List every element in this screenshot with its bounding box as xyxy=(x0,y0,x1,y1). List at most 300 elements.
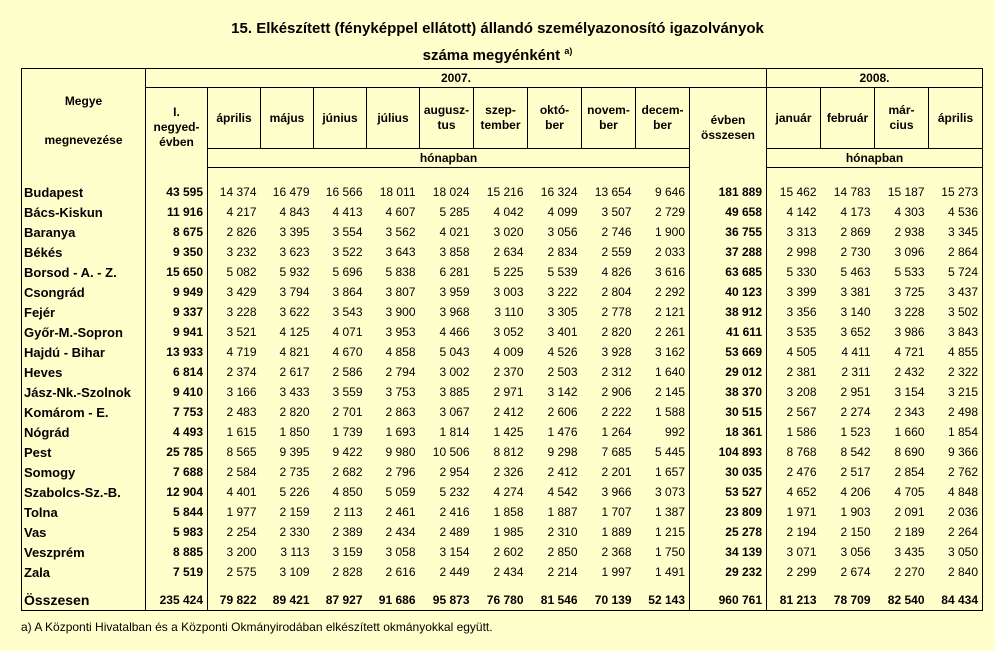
value-cell: 3 200 xyxy=(226,545,257,559)
value-cell: 3 623 xyxy=(279,245,310,259)
month-2007-header-4 xyxy=(367,88,420,149)
county-name: Zala xyxy=(22,562,146,582)
spacer-cell xyxy=(22,168,146,183)
value-cell: 2 804 xyxy=(601,285,632,299)
value-cell: 4 536 xyxy=(929,202,983,222)
spacer-cell xyxy=(636,582,690,590)
month-2008-header-3 xyxy=(875,88,929,149)
total-row xyxy=(22,590,983,611)
month-2007-header-6 xyxy=(474,88,528,149)
value-cell: 2 368 xyxy=(601,545,632,559)
value-cell: 2 682 xyxy=(332,465,363,479)
value-cell: 1 476 xyxy=(547,425,578,439)
value-cell: 76 780 xyxy=(474,590,528,611)
value-cell: 1 814 xyxy=(439,425,470,439)
value-cell: 3 864 xyxy=(332,285,363,299)
value-cell: 3 753 xyxy=(385,385,416,399)
county-name: Komárom - E. xyxy=(22,402,146,422)
value-cell: 3 071 xyxy=(786,545,817,559)
value-cell: 15 216 xyxy=(486,185,524,199)
value-cell: 2 575 xyxy=(226,565,257,579)
value-cell: 3 142 xyxy=(547,385,578,399)
value-cell: 2 864 xyxy=(929,242,983,262)
county-name: Nógrád xyxy=(22,422,146,442)
value-cell: 4 466 xyxy=(439,325,470,339)
value-cell: 235 424 xyxy=(146,590,208,611)
value-cell: 3 966 xyxy=(601,485,632,499)
value-cell: 2 432 xyxy=(894,365,925,379)
value-cell: 1 750 xyxy=(636,542,690,562)
value-cell: 29 012 xyxy=(690,362,767,382)
value-cell: 3 959 xyxy=(439,285,470,299)
value-cell: 4 705 xyxy=(894,485,925,499)
value-cell: 14 783 xyxy=(833,185,871,199)
value-cell: 3 437 xyxy=(929,282,983,302)
value-cell: 5 463 xyxy=(840,265,871,279)
value-cell: 2 261 xyxy=(636,322,690,342)
value-cell: 2 222 xyxy=(601,405,632,419)
value-cell: 2 954 xyxy=(439,465,470,479)
value-cell: 3 058 xyxy=(385,545,416,559)
value-cell: 5 330 xyxy=(786,265,817,279)
value-cell: 5 232 xyxy=(439,485,470,499)
value-cell: 13 654 xyxy=(594,185,632,199)
value-cell: 2 517 xyxy=(840,465,871,479)
value-cell: 7 688 xyxy=(146,462,208,482)
value-cell: 81 546 xyxy=(528,590,582,611)
table-row xyxy=(22,182,983,202)
value-cell: 2 567 xyxy=(786,405,817,419)
value-cell: 4 493 xyxy=(146,422,208,442)
value-cell: 2 906 xyxy=(601,385,632,399)
value-cell: 2 330 xyxy=(279,525,310,539)
year-2007-header: 2007. xyxy=(146,69,767,88)
value-cell: 2 820 xyxy=(279,405,310,419)
value-cell: 2 194 xyxy=(786,525,817,539)
value-cell: 8 768 xyxy=(786,445,817,459)
table-row xyxy=(22,382,983,402)
value-cell: 2 150 xyxy=(840,525,871,539)
value-cell: 2 796 xyxy=(385,465,416,479)
table-row xyxy=(22,422,983,442)
value-cell: 3 110 xyxy=(494,305,524,319)
value-cell: 4 821 xyxy=(279,345,310,359)
value-cell: 3 399 xyxy=(786,285,817,299)
year-2008-header: 2008. xyxy=(767,69,983,88)
county-name: Csongrád xyxy=(22,282,146,302)
value-cell: 2 834 xyxy=(547,245,578,259)
value-cell: 2 998 xyxy=(786,245,817,259)
value-cell: 4 401 xyxy=(226,485,257,499)
value-cell: 7 753 xyxy=(146,402,208,422)
value-cell: 2 449 xyxy=(439,565,470,579)
value-cell: 3 073 xyxy=(636,482,690,502)
table-row xyxy=(22,542,983,562)
spacer-cell xyxy=(690,168,767,183)
month-2008-header-3-line: cius xyxy=(889,118,914,132)
value-cell: 4 652 xyxy=(786,485,817,499)
value-cell: 2 854 xyxy=(894,465,925,479)
value-cell: 3 222 xyxy=(547,285,578,299)
month-2007-header-7 xyxy=(528,88,582,149)
county-name: Heves xyxy=(22,362,146,382)
month-2007-header-9-line: ber xyxy=(653,118,672,132)
table-row xyxy=(22,462,983,482)
value-cell: 3 140 xyxy=(840,305,871,319)
value-cell: 12 904 xyxy=(146,482,208,502)
value-cell: 4 413 xyxy=(332,205,363,219)
spacer-cell xyxy=(929,168,983,183)
table-row xyxy=(22,442,983,462)
spacer-cell xyxy=(875,582,929,590)
value-cell: 3 113 xyxy=(280,545,310,559)
value-cell: 3 020 xyxy=(493,225,524,239)
value-cell: 2 794 xyxy=(385,365,416,379)
month-2007-header-8-line: novem- xyxy=(587,103,630,117)
month-2008-header-1-line: január xyxy=(775,110,812,125)
county-name: Bács-Kiskun xyxy=(22,202,146,222)
spacer-cell xyxy=(146,582,208,590)
table-row xyxy=(22,402,983,422)
value-cell: 4 858 xyxy=(385,345,416,359)
value-cell: 5 445 xyxy=(636,442,690,462)
value-cell: 3 622 xyxy=(279,305,310,319)
value-cell: 1 887 xyxy=(547,505,578,519)
value-cell: 3 554 xyxy=(332,225,363,239)
value-cell: 2 498 xyxy=(929,402,983,422)
footnote: a) A Központi Hivatalban és a Központi Okmányirodában elkészített okmányokkal együtt. xyxy=(21,620,493,634)
value-cell: 5 059 xyxy=(385,485,416,499)
table-row xyxy=(22,222,983,242)
value-cell: 3 502 xyxy=(929,302,983,322)
county-statistics-table xyxy=(21,68,983,611)
value-cell: 3 562 xyxy=(385,225,416,239)
county-name: Fejér xyxy=(22,302,146,322)
value-cell: 2 863 xyxy=(385,405,416,419)
value-cell: 18 024 xyxy=(432,185,470,199)
spacer-cell xyxy=(261,582,314,590)
title-footnote-mark: a) xyxy=(564,46,573,56)
spacer-cell xyxy=(420,168,474,183)
county-name: Békés xyxy=(22,242,146,262)
value-cell: 2 292 xyxy=(636,282,690,302)
spacer-cell xyxy=(821,582,875,590)
value-cell: 4 855 xyxy=(929,342,983,362)
value-cell: 2 586 xyxy=(332,365,363,379)
spacer-cell xyxy=(208,582,261,590)
value-cell: 1 985 xyxy=(493,525,524,539)
value-cell: 37 288 xyxy=(690,242,767,262)
value-cell: 4 042 xyxy=(493,205,524,219)
value-cell: 4 303 xyxy=(894,205,925,219)
value-cell: 14 374 xyxy=(219,185,257,199)
title-line-1: 15. Elkészített (fényképpel ellátott) állandó személyazonosító igazolványok xyxy=(231,20,764,37)
title-line-2 xyxy=(0,40,995,67)
value-cell: 84 434 xyxy=(929,590,983,611)
value-cell: 15 187 xyxy=(887,185,925,199)
value-cell: 2 370 xyxy=(493,365,524,379)
value-cell: 3 228 xyxy=(894,305,925,319)
value-cell: 8 542 xyxy=(840,445,871,459)
value-cell: 4 009 xyxy=(493,345,524,359)
value-cell: 2 746 xyxy=(601,225,632,239)
value-cell: 3 067 xyxy=(439,405,470,419)
value-cell: 5 285 xyxy=(439,205,470,219)
month-2008-header-2 xyxy=(821,88,875,149)
value-cell: 3 725 xyxy=(894,285,925,299)
value-cell: 8 885 xyxy=(146,542,208,562)
value-cell: 9 949 xyxy=(146,282,208,302)
value-cell: 5 932 xyxy=(279,265,310,279)
value-cell: 4 021 xyxy=(439,225,470,239)
value-cell: 2 264 xyxy=(929,522,983,542)
value-cell: 53 669 xyxy=(690,342,767,362)
annual-total-header xyxy=(690,88,767,168)
value-cell: 3 843 xyxy=(929,322,983,342)
value-cell: 2 113 xyxy=(333,505,363,519)
q1-header-line: I. xyxy=(173,105,180,120)
value-cell: 3 807 xyxy=(385,285,416,299)
q1-header-line: negyed- xyxy=(153,120,200,135)
value-cell: 3 056 xyxy=(840,545,871,559)
value-cell: 36 755 xyxy=(690,222,767,242)
value-cell: 3 109 xyxy=(279,565,310,579)
value-cell: 6 814 xyxy=(146,362,208,382)
value-cell: 82 540 xyxy=(875,590,929,611)
value-cell: 1 425 xyxy=(493,425,524,439)
value-cell: 7 519 xyxy=(146,562,208,582)
county-name: Borsod - A. - Z. xyxy=(22,262,146,282)
value-cell: 4 274 xyxy=(493,485,524,499)
table-row xyxy=(22,262,983,282)
spacer-cell xyxy=(367,168,420,183)
value-cell: 3 643 xyxy=(385,245,416,259)
annual-total-header-line: összesen xyxy=(700,127,756,142)
value-cell: 4 607 xyxy=(385,205,416,219)
value-cell: 16 566 xyxy=(325,185,363,199)
value-cell: 3 056 xyxy=(547,225,578,239)
month-2007-header-5 xyxy=(420,88,474,149)
month-2008-header-4 xyxy=(929,88,983,149)
value-cell: 10 506 xyxy=(432,445,470,459)
value-cell: 2 412 xyxy=(547,465,578,479)
value-cell: 3 228 xyxy=(226,305,257,319)
spacer-row xyxy=(22,168,983,183)
value-cell: 1 588 xyxy=(636,402,690,422)
value-cell: 3 928 xyxy=(601,345,632,359)
spacer-cell xyxy=(474,582,528,590)
county-name: Jász-Nk.-Szolnok xyxy=(22,382,146,402)
spacer-row xyxy=(22,582,983,590)
value-cell: 3 356 xyxy=(786,305,817,319)
value-cell: 41 611 xyxy=(690,322,767,342)
value-cell: 4 142 xyxy=(786,205,817,219)
value-cell: 2 311 xyxy=(841,365,871,379)
month-2007-header-5-line: augusz- xyxy=(423,103,470,117)
county-name: Összesen xyxy=(22,590,146,611)
value-cell: 3 401 xyxy=(547,325,578,339)
month-2008-header-4-line: április xyxy=(937,110,974,125)
value-cell: 1 900 xyxy=(636,222,690,242)
value-cell: 2 121 xyxy=(636,302,690,322)
value-cell: 4 721 xyxy=(894,345,925,359)
spacer-cell xyxy=(22,582,146,590)
value-cell: 43 595 xyxy=(146,182,208,202)
value-cell: 2 254 xyxy=(226,525,257,539)
value-cell: 2 729 xyxy=(636,202,690,222)
value-cell: 53 527 xyxy=(690,482,767,502)
value-cell: 2 374 xyxy=(226,365,257,379)
value-cell: 30 515 xyxy=(690,402,767,422)
spacer-cell xyxy=(528,168,582,183)
value-cell: 2 389 xyxy=(332,525,363,539)
value-cell: 8 675 xyxy=(146,222,208,242)
value-cell: 25 278 xyxy=(690,522,767,542)
table-row xyxy=(22,202,983,222)
value-cell: 5 082 xyxy=(226,265,257,279)
value-cell: 1 971 xyxy=(786,505,817,519)
value-cell: 2 434 xyxy=(493,565,524,579)
value-cell: 5 724 xyxy=(929,262,983,282)
value-cell: 4 542 xyxy=(547,485,578,499)
value-cell: 2 483 xyxy=(226,405,257,419)
spacer-cell xyxy=(314,168,367,183)
value-cell: 2 634 xyxy=(493,245,524,259)
value-cell: 9 410 xyxy=(146,382,208,402)
value-cell: 2 701 xyxy=(332,405,363,419)
county-header xyxy=(22,69,146,168)
value-cell: 4 217 xyxy=(226,205,257,219)
table-row xyxy=(22,502,983,522)
value-cell: 2 476 xyxy=(786,465,817,479)
value-cell: 1 586 xyxy=(786,425,817,439)
month-2007-header-8-line: ber xyxy=(599,118,618,132)
value-cell: 2 762 xyxy=(929,462,983,482)
county-name: Somogy xyxy=(22,462,146,482)
value-cell: 8 565 xyxy=(226,445,257,459)
value-cell: 3 507 xyxy=(601,205,632,219)
value-cell: 2 159 xyxy=(279,505,310,519)
table-row xyxy=(22,282,983,302)
value-cell: 2 214 xyxy=(547,565,578,579)
value-cell: 1 693 xyxy=(385,425,416,439)
value-cell: 2 461 xyxy=(385,505,416,519)
value-cell: 1 660 xyxy=(894,425,925,439)
value-cell: 3 166 xyxy=(226,385,257,399)
month-2007-header-6-line: szep- xyxy=(485,103,516,117)
value-cell: 2 730 xyxy=(840,245,871,259)
value-cell: 9 298 xyxy=(547,445,578,459)
header-row-months xyxy=(22,88,983,149)
value-cell: 2 326 xyxy=(493,465,524,479)
county-name: Budapest xyxy=(22,182,146,202)
month-2007-header-1 xyxy=(208,88,261,149)
value-cell: 1 615 xyxy=(226,425,257,439)
spacer-cell xyxy=(528,582,582,590)
value-cell: 5 533 xyxy=(894,265,925,279)
value-cell: 4 206 xyxy=(840,485,871,499)
value-cell: 1 264 xyxy=(601,425,632,439)
value-cell: 4 505 xyxy=(786,345,817,359)
q1-header xyxy=(146,88,208,168)
value-cell: 2 503 xyxy=(547,365,578,379)
value-cell: 95 873 xyxy=(420,590,474,611)
value-cell: 38 370 xyxy=(690,382,767,402)
value-cell: 1 491 xyxy=(636,562,690,582)
title-line-2-text: száma megyénként xyxy=(422,47,561,64)
spacer-cell xyxy=(261,168,314,183)
value-cell: 2 826 xyxy=(226,225,257,239)
value-cell: 2 381 xyxy=(786,365,817,379)
value-cell: 1 387 xyxy=(636,502,690,522)
value-cell: 25 785 xyxy=(146,442,208,462)
value-cell: 18 361 xyxy=(690,422,767,442)
value-cell: 49 658 xyxy=(690,202,767,222)
in-month-label-2008: hónapban xyxy=(767,149,983,168)
value-cell: 3 986 xyxy=(894,325,925,339)
value-cell: 89 421 xyxy=(261,590,314,611)
month-2007-header-2 xyxy=(261,88,314,149)
value-cell: 3 154 xyxy=(894,385,925,399)
value-cell: 9 941 xyxy=(146,322,208,342)
table-row xyxy=(22,482,983,502)
value-cell: 1 997 xyxy=(601,565,632,579)
value-cell: 5 844 xyxy=(146,502,208,522)
value-cell: 2 938 xyxy=(894,225,925,239)
value-cell: 30 035 xyxy=(690,462,767,482)
value-cell: 2 602 xyxy=(493,545,524,559)
value-cell: 3 052 xyxy=(493,325,524,339)
value-cell: 2 850 xyxy=(547,545,578,559)
value-cell: 2 036 xyxy=(929,502,983,522)
value-cell: 4 850 xyxy=(332,485,363,499)
month-2007-header-3-line: június xyxy=(322,110,358,125)
value-cell: 9 422 xyxy=(332,445,363,459)
month-2007-header-5-line: tus xyxy=(437,118,456,132)
value-cell: 4 099 xyxy=(547,205,578,219)
spacer-cell xyxy=(690,582,767,590)
value-cell: 1 889 xyxy=(601,525,632,539)
value-cell: 3 305 xyxy=(547,305,578,319)
spacer-cell xyxy=(929,582,983,590)
value-cell: 960 761 xyxy=(690,590,767,611)
value-cell: 2 971 xyxy=(493,385,524,399)
value-cell: 4 526 xyxy=(547,345,578,359)
spacer-cell xyxy=(767,168,821,183)
value-cell: 4 848 xyxy=(929,482,983,502)
value-cell: 2 617 xyxy=(279,365,310,379)
value-cell: 2 489 xyxy=(439,525,470,539)
value-cell: 34 139 xyxy=(690,542,767,562)
value-cell: 4 173 xyxy=(840,205,871,219)
value-cell: 3 096 xyxy=(894,245,925,259)
value-cell: 23 809 xyxy=(690,502,767,522)
value-cell: 13 933 xyxy=(146,342,208,362)
table-row xyxy=(22,242,983,262)
value-cell: 3 435 xyxy=(894,545,925,559)
value-cell: 2 840 xyxy=(929,562,983,582)
spacer-cell xyxy=(367,582,420,590)
value-cell: 3 381 xyxy=(840,285,871,299)
value-cell: 5 983 xyxy=(146,522,208,542)
value-cell: 1 707 xyxy=(601,505,632,519)
month-2008-header-1 xyxy=(767,88,821,149)
county-name: Tolna xyxy=(22,502,146,522)
value-cell: 2 091 xyxy=(894,505,925,519)
value-cell: 4 843 xyxy=(279,205,310,219)
value-cell: 87 927 xyxy=(314,590,367,611)
spacer-cell xyxy=(420,582,474,590)
